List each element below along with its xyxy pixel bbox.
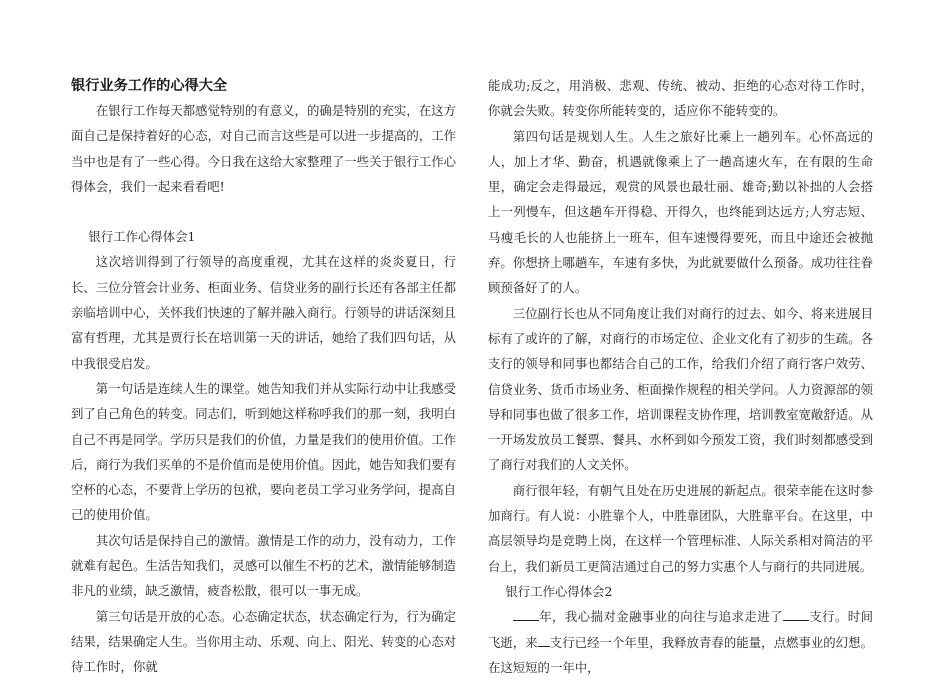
paragraph <box>488 604 873 680</box>
paragraph: 其次句话是保持自己的激情。激情是工作的动力，没有动力，工作就难有起色。生活告知我们，灵感可以催生不朽的艺术，激情能够制造非凡的业绩，缺乏激情，疲沓松散，很可以一事无成。 <box>71 532 456 599</box>
document-title: 银行业务工作的心得大全 <box>71 78 228 94</box>
right-column <box>488 73 873 680</box>
section-heading-2: 银行工作心得体会2 <box>505 583 613 599</box>
paragraph: 第四句话是规划人生。人生之旅好比乘上一趟列车。心怀高远的人，加上才华、勤奋，机遇就像乘上了一趟高速火车，在有限的生命里，确定会走得最远，观赏的风景也最壮丽、雄奇;勤以补拙的人会搭上一列慢车，但这趟车开得稳、开得久，也终能到达远方;人穷志短、马瘦毛长的人也能挤上一班车，但车速慢得要死，而且中途还会被抛弃。你想挤上哪趟车，车速有多快，为此就要做什么预备。成功往往眷顾预备好了的人。 <box>488 128 873 296</box>
paragraph: 三位副行长也从不同角度让我们对商行的过去、如今、将来进展目标有了或许的了解，对商行的市场定位、企业文化有了初步的生疏。各支行的领导和同事也都结合自己的工作，给我们介绍了商行客户效劳、信贷业务、货币市场业务、柜面操作规程的相关学问。人力资源部的领导和同事也做了很多工作，培训课程支协作理，培训教室宽敞舒适。从一开场发放员工餐票、餐具、水杯到如今预发工资，我们时刻都感受到了商行对我们的人文关怀。 <box>488 305 873 473</box>
intro-paragraph: 在银行工作每天都感觉特别的有意义，的确是特别的充实，在这方面自己是保持着好的心态，对自己而言这些是可以进一步提高的，工作当中也是有了一些心得。今日我在这给大家整理了一些关于银行工作心得体会，我们一起来看看吧! <box>71 103 456 194</box>
paragraph: 第三句话是开放的心态。心态确定状态，状态确定行为，行为确定结果，结果确定人生。当你用主动、乐观、向上、阳光、转变的心态对待工作时，你就 <box>71 608 456 675</box>
paragraph: 第一句话是连续人生的课堂。她告知我们并从实际行动中让我感受到了自己角色的转变。同志们，听到她这样称呼我们的那一刻，我明白自己不再是同学。学历只是我们的价值，力量是我们的使用价值。工作后，商行为我们买单的不是价值而是使用价值。因此，她告知我们要有空杯的心态，不要背上学历的包袱，要向老员工学习业务学问，提高自己的使用价值。 <box>71 380 456 523</box>
text-run: 支行。时间飞逝，来 <box>488 609 874 650</box>
paragraph-continued: 能成功;反之，用消极、悲观、传统、被动、拒绝的心态对待工作时，你就会失败。转变你所能转变的，适应你不能转变的。 <box>488 78 873 119</box>
text-run: 年，我心揣对金融事业的向往与追求走进了 <box>538 609 783 625</box>
fill-blank <box>783 608 809 621</box>
paragraph: 这次培训得到了行领导的高度重视，尤其在这样的炎炎夏日，行长、三位分管会计业务、柜面业务、信贷业务的副行长还有各部主任都亲临培训中心，关怀我们快速的了解并融入商行。行领导的讲话深刻且富有哲理，尤其是贾行长在培训第一天的讲话，她给了我们四句话，从中我很受启发。 <box>71 254 456 371</box>
section-heading-1: 银行工作心得体会1 <box>88 229 196 245</box>
fill-blank <box>513 608 539 621</box>
fill-blank <box>538 634 550 647</box>
spacer <box>71 199 456 224</box>
left-column <box>71 76 456 680</box>
text-run: 支行已经一个年里，我释放青春的能量，点燃事业的幻想。在这短短的一年中， <box>488 634 874 675</box>
paragraph: 商行很年轻，有朝气且处在历史进展的新起点。很荣幸能在这时参加商行。有人说：小胜靠个人，中胜靠团队，大胜靠平台。在这里，中高层领导均是竞聘上岗，在这样一个管理标准、人际关系相对简洁的平台上，我们新员工更简洁通过自己的努力实惠个人与商行的共同进展。 <box>488 482 873 574</box>
